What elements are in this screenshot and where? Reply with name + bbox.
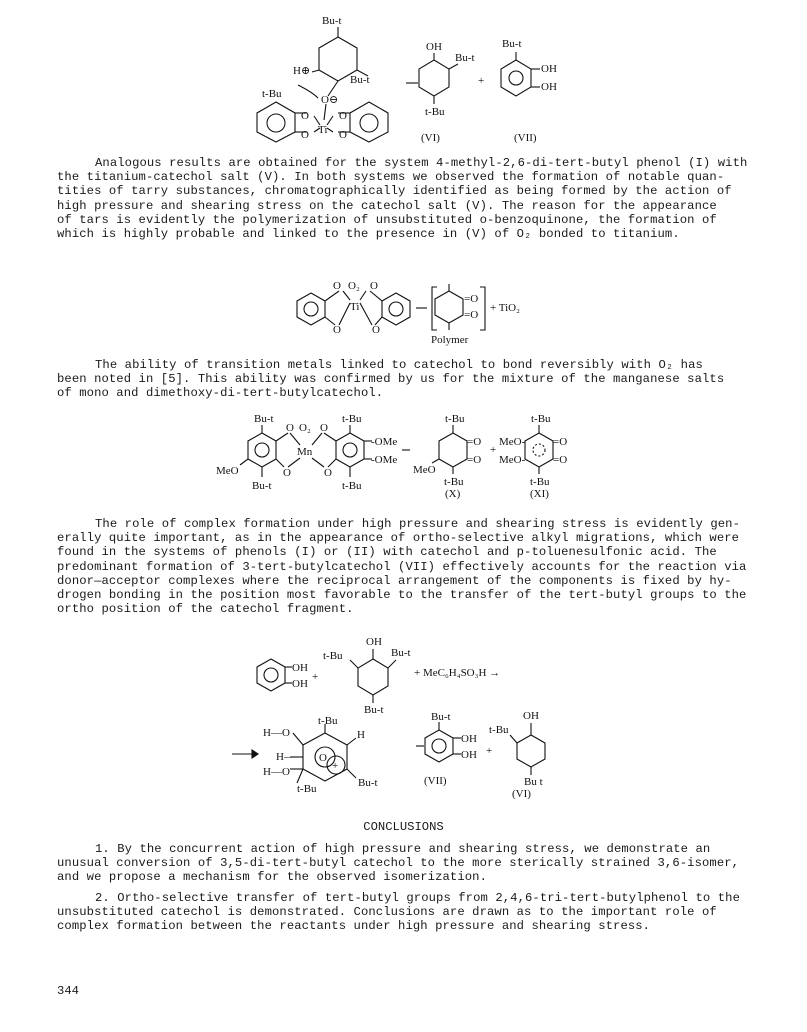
- label: O: [333, 324, 341, 336]
- label: Bu-t: [254, 413, 274, 425]
- label: OH: [541, 63, 557, 75]
- label: OH: [292, 678, 308, 690]
- label: Mn: [297, 446, 313, 458]
- label: +: [332, 760, 339, 772]
- label: O: [320, 422, 328, 434]
- scheme-titanium-complex: [250, 10, 557, 152]
- label: O⊖: [321, 94, 339, 106]
- label: MeO-: [499, 454, 526, 466]
- paragraph-2: The ability of transition metals linked to catechol to bond reversibly with O₂ has been noted in [5]. This ability was confirmed by us for the mixture of the manganese salts of mono and dimethoxy-di-tert-butylcatechol.: [57, 358, 725, 401]
- scheme-2-svg: [290, 270, 540, 345]
- scheme-manganese-complex: [210, 410, 580, 506]
- label: Bu t: [524, 776, 543, 788]
- label: H: [357, 729, 365, 741]
- label: O: [372, 324, 380, 336]
- label: Ti: [350, 301, 360, 313]
- label: =O: [464, 309, 479, 321]
- label: O₂: [348, 280, 360, 292]
- label: t-Bu: [445, 413, 465, 425]
- conclusions-heading: CONCLUSIONS: [363, 820, 444, 834]
- label: OH: [292, 662, 308, 674]
- label: Bu-t: [350, 74, 370, 86]
- label: O: [370, 280, 378, 292]
- label: t-Bu: [323, 650, 343, 662]
- label: +: [490, 444, 497, 456]
- label: + TiO₂: [490, 302, 520, 314]
- label: t-Bu: [262, 88, 282, 100]
- label: Ti: [318, 124, 328, 136]
- compound-id: (XI): [530, 488, 549, 500]
- label: OH: [366, 636, 382, 648]
- label: -OMe: [371, 454, 398, 466]
- label: =O: [464, 293, 479, 305]
- label: MeO: [413, 464, 436, 476]
- label: t-Bu: [531, 413, 551, 425]
- label: H—O: [263, 766, 290, 778]
- label: Bu-t: [322, 15, 342, 27]
- scheme-3-svg: [210, 410, 580, 506]
- label: t-Bu: [318, 715, 338, 727]
- label: =O: [467, 436, 482, 448]
- label: =O: [553, 454, 568, 466]
- label: Bu-t: [252, 480, 272, 492]
- label: t-Bu: [297, 783, 317, 795]
- paragraph-1: Analogous results are obtained for the system 4-methyl-2,6-di-tert-butyl phenol (I) with the titanium-catechol salt (V). In both systems we observed the formation of notable quan- tities of tarry substances, chromatographically identified as being formed by the action of high pressure and shearing stress on the catechol salt (V). The reason for the appearance of tars is evidently the polymerization of unsubstituted o-benzoquinone, the formation of which is highly probable and linked to the presence in (V) of O₂ bonded to titanium.: [57, 156, 748, 242]
- label: t-Bu: [342, 480, 362, 492]
- label: Polymer: [431, 334, 469, 346]
- label: H—O: [263, 727, 290, 739]
- label: =O: [553, 436, 568, 448]
- label: Bu-t: [431, 711, 451, 723]
- label: O₂: [299, 422, 311, 434]
- label: Bu-t: [364, 704, 384, 716]
- label: t-Bu: [342, 413, 362, 425]
- label: OH: [426, 41, 442, 53]
- label: MeO: [216, 465, 239, 477]
- label: t-Bu: [444, 476, 464, 488]
- label: +: [486, 745, 493, 757]
- label: OH: [461, 749, 477, 761]
- label: O: [339, 110, 347, 122]
- label: OH: [461, 733, 477, 745]
- compound-id: (VII): [514, 132, 537, 144]
- label: =O: [467, 454, 482, 466]
- scheme-benzoquinone-polymer: [290, 270, 540, 345]
- label: O: [333, 280, 341, 292]
- label: Bu-t: [391, 647, 411, 659]
- conclusion-1: 1. By the concurrent action of high pressure and shearing stress, we demonstrate an unusual conversion of 3,5-di-tert-butyl catechol to the more sterically strained 3,6-isomer, and we propose a mechanism for the observed isomerization.: [57, 842, 740, 885]
- label: H⊕: [293, 65, 311, 77]
- conclusion-2: 2. Ortho-selective transfer of tert-butyl groups from 2,4,6-tri-tert-butylphenol to the unsubstituted catechol is demonstrated. Conclusions are drawn as to the important role of complex formation between the reactants under high pressure and shearing stress.: [57, 891, 740, 934]
- label: +: [312, 671, 319, 683]
- label: Bu-t: [502, 38, 522, 50]
- paragraph-3: The role of complex formation under high pressure and shearing stress is evidently gen- erally quite important, as in the appearance of ortho-selective alkyl migrations, which were found in the systems of phenols (I) or (II) with catechol and p-toluenesulfonic acid. The predominant formation of 3-tert-butylcatechol (VII) effectively accounts for the reaction via donor—acceptor complexes where the reciprocal arrangement of the components is fixed by hy- drogen bonding in the position most favorable to the transfer of the tert-butyl groups to the ortho position of the catechol fragment.: [57, 517, 747, 617]
- label: t-Bu: [489, 724, 509, 736]
- label: OH: [523, 710, 539, 722]
- page-number: 344: [57, 984, 79, 998]
- label: t-Bu: [425, 106, 445, 118]
- label: O: [286, 422, 294, 434]
- label: O: [301, 129, 309, 141]
- label: O: [301, 110, 309, 122]
- label: +: [478, 75, 485, 87]
- label: O: [339, 129, 347, 141]
- label: MeO-: [499, 436, 526, 448]
- label: OH: [541, 81, 557, 93]
- scheme-1-svg: [250, 10, 557, 152]
- label: Bu-t: [358, 777, 378, 789]
- label: + MeC₆H₄SO₃H →: [414, 667, 501, 679]
- label: -OMe: [371, 436, 398, 448]
- scheme-4-svg: [220, 628, 570, 804]
- label: O: [319, 752, 327, 764]
- compound-id: (VI): [512, 788, 531, 800]
- compound-id: (VI): [421, 132, 440, 144]
- compound-id: (X): [445, 488, 461, 500]
- label: H—: [276, 751, 295, 763]
- label: Bu-t: [455, 52, 475, 64]
- scheme-catechol-alkylation: [220, 628, 570, 804]
- compound-id: (VII): [424, 775, 447, 787]
- label: t-Bu: [530, 476, 550, 488]
- label: O: [283, 467, 291, 479]
- label: O: [324, 467, 332, 479]
